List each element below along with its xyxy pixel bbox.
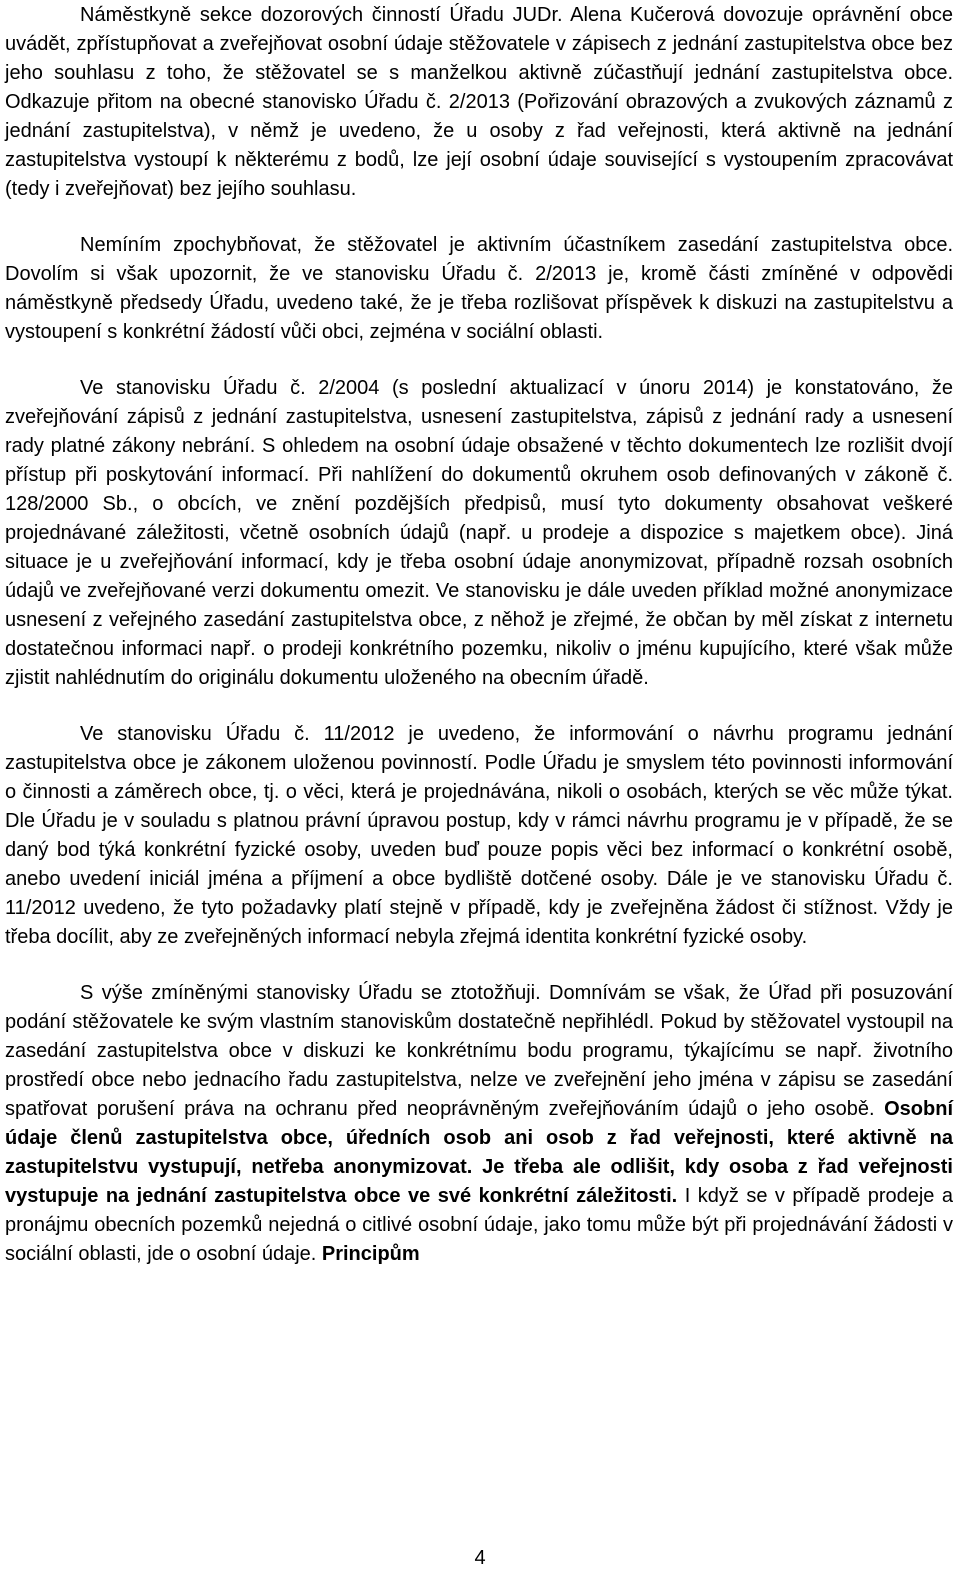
paragraph-5-bold-text-2: Principům xyxy=(321,1243,420,1265)
paragraph-3 xyxy=(5,374,953,693)
paragraph-1 xyxy=(5,1,953,204)
paragraph-5 xyxy=(5,979,953,1269)
paragraph-5-bold-text: Osobní údaje členů zastupitelstva obce, úředních osob ani osob z řad veřejnosti, které aktivně na zastupitelstvu vystupují, netřeba anonymizovat. Je třeba ale odlišit, kdy osoba z řad veřejnosti vystupuje na jednání zastupitelstva obce ve své konkrétní záležitosti. xyxy=(5,1098,953,1207)
document-page xyxy=(5,1,953,1269)
paragraph-2 xyxy=(5,231,953,347)
paragraph-4 xyxy=(5,720,953,952)
paragraph-5-text: S výše zmíněnými stanovisky Úřadu se ztotožňuji. Domnívám se však, že Úřad při posuzování podání stěžovatele ke svým vlastním stanoviskům dostatečně nepřihlédl. Pokud by stěžovatel vystoupil na zasedání zastupitelstva obce v diskuzi ke konkrétnímu bodu programu, týkajícímu se např. životního prostředí obce nebo jednacího řadu zastupitelstva, nelze ve zveřejnění jeho jména v zápisu se zasedání spatřovat porušení práva na ochranu před neoprávněným zveřejňováním údajů o jeho osobě. xyxy=(5,982,953,1120)
paragraph-5-text-2: I když se v případě prodeje a pronájmu obecních pozemků nejedná o citlivé osobní údaje, jako tomu může být při projednávání žádosti v sociální oblasti, jde o osobní údaje. xyxy=(5,1185,954,1265)
page-number: 4 xyxy=(474,1547,486,1569)
paragraph-4-text: Ve stanovisku Úřadu č. 11/2012 je uvedeno, že informování o návrhu programu jednání zastupitelstva obce je zákonem uloženou povinností. Podle Úřadu je smyslem této povinnosti informování o činnosti a záměrech obce, tj. o věci, která je projednávána, nikoli o osobách, kterých se věc může týkat. Dle Úřadu je v souladu s platnou právní úpravou postup, kdy v rámci návrhu programu je v případě, že se daný bod týká konkrétní fyzické osoby, uveden buď pouze popis věci bez informací o konkrétní osobě, anebo uvedení iniciál jména a příjmení a obce bydliště dotčené osoby. Dále je ve stanovisku Úřadu č. 11/2012 uvedeno, že tyto požadavky platí stejně v případě, kdy je zveřejněna žádost či stížnost. Vždy je třeba docílit, aby ze zveřejněných informací nebyla zřejmá identita konkrétní fyzické osoby. xyxy=(5,723,953,948)
paragraph-2-text: Nemíním zpochybňovat, že stěžovatel je aktivním účastníkem zasedání zastupitelstva obce. Dovolím si však upozornit, že ve stanovisku Úřadu č. 2/2013 je, kromě části zmíněné v odpovědi náměstkyně předsedy Úřadu, uvedeno také, že je třeba rozlišovat příspěvek k diskuzi na zastupitelstvu a vystoupení s konkrétní žádostí vůči obci, zejména v sociální oblasti. xyxy=(5,234,953,343)
paragraph-1-text: Náměstkyně sekce dozorových činností Úřadu JUDr. Alena Kučerová dovozuje oprávnění obce uvádět, zpřístupňovat a zveřejňovat osobní údaje stěžovatele v zápisech z jednání zastupitelstva obce bez jeho souhlasu z toho, že stěžovatel se s manželkou aktivně zúčastňují jednání zastupitelstva obce. Odkazuje přitom na obecné stanovisko Úřadu č. 2/2013 (Pořizování obrazových a zvukových záznamů z jednání zastupitelstva), v němž je uvedeno, že u osoby z řad veřejnosti, která aktivně na jednání zastupitelstva vystoupí k některému z bodů, lze její osobní údaje související s vystoupením zpracovávat (tedy i zveřejňovat) bez jejího souhlasu. xyxy=(5,4,953,200)
paragraph-3-text: Ve stanovisku Úřadu č. 2/2004 (s poslední aktualizací v únoru 2014) je konstatováno, že zveřejňování zápisů z jednání zastupitelstva, usnesení zastupitelstva, zápisů z jednání rady a usnesení rady platné zákony nebrání. S ohledem na osobní údaje obsažené v těchto dokumentech lze rozlišit dvojí přístup při poskytování informací. Při nahlížení do dokumentů okruhem osob definovaných v zákoně č. 128/2000 Sb., o obcích, ve znění pozdějších předpisů, musí tyto dokumenty obsahovat veškeré projednávané záležitosti, včetně osobních údajů (např. u prodeje a dispozice s majetkem obce). Jiná situace je u zveřejňování informací, kdy je třeba osobní údaje anonymizovat, případně rozsah osobních údajů ve zveřejňované verzi dokumentu omezit. Ve stanovisku je dále uveden příklad možné anonymizace usnesení z veřejného zasedání zastupitelstva obce, z něhož je zřejmé, že občan by měl získat z internetu dostatečnou informaci např. o prodeji konkrétního pozemku, nikoliv o jménu kupujícího, které však může zjistit nahlédnutím do originálu dokumentu uloženého na obecním úřadě. xyxy=(5,377,953,689)
